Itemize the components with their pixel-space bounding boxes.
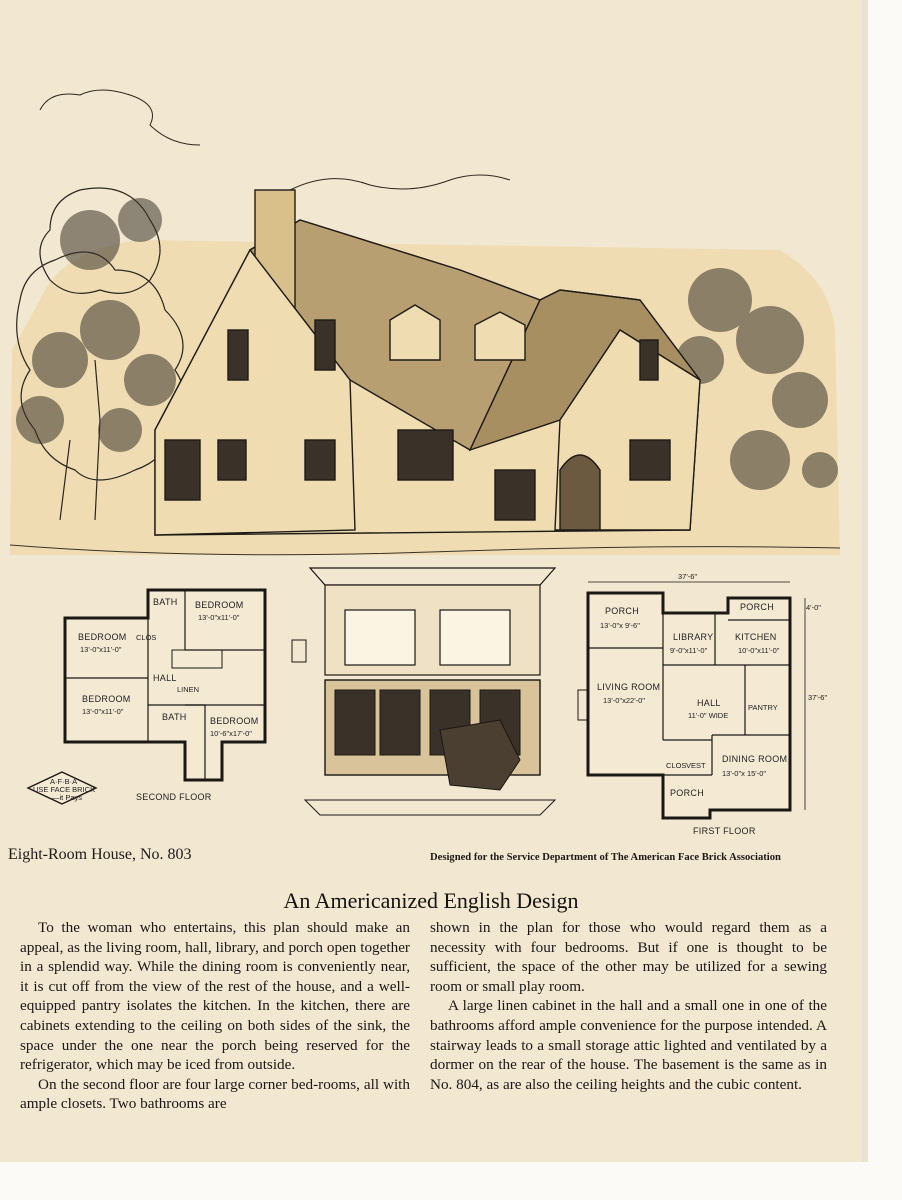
ff-room-7: DINING ROOM [722, 754, 788, 764]
badge-line1: A·F·B·A [50, 777, 78, 786]
ff-closet-label: CLOS [666, 761, 687, 770]
sf-room-4: BEDROOM [82, 694, 131, 704]
paragraph: shown in the plan for those who would regard them as a necessity with four bedrooms. But if one is thought to be sufficient, the space of the other may be utilized for a sewing room or small play room. [430, 919, 827, 995]
sf-room-3: HALL [153, 673, 177, 683]
sf-room-1: BEDROOM [195, 600, 244, 610]
ff-room-8: PORCH [670, 788, 705, 798]
ff-room-7-size: 13'-0"x 15'-0" [722, 769, 767, 778]
ff-room-0: PORCH [605, 606, 640, 616]
designer-credit: Designed for the Service Department of The American Face Brick Association [430, 852, 781, 863]
ff-room-1: LIBRARY [673, 632, 714, 642]
sf-room-7: BEDROOM [210, 716, 259, 726]
sf-closet-label: CLOS [136, 633, 157, 642]
second-floor-title: SECOND FLOOR [136, 792, 212, 802]
ff-room-5: HALL [697, 698, 721, 708]
ff-room-3-size: 10'-0"x11'-0" [738, 646, 780, 655]
ff-room-4-size: 13'-0"x22'-0" [603, 696, 645, 705]
ff-vest-label: VEST [686, 761, 706, 770]
sf-room-1-size: 13'-0"x11'-0" [198, 613, 240, 622]
paragraph: A large linen cabinet in the hall and a small one in one of the bathrooms afford ample convenience for the purpose intended. A stairway leads to a small storage attic lighted and ventilated by a dormer on the rear of the house. The basement is the same as in No. 804, as are also the ceiling heights and the cubic content. [430, 997, 827, 1093]
ff-room-2: PORCH [740, 602, 775, 612]
paragraph: To the woman who entertains, this plan should make an appeal, as the living room, hall, library, and porch open together in a splendid way. While the dining room is conveniently near, it is cut off from the view of the rest of the house, and a well-equipped pantry isolates the kitchen. In the kitchen, there are cabinets extending to the ceiling on both sides of the sink, the space under the one near the porch being reserved for the refrigerator, which may be iced from outside. [20, 919, 410, 1074]
badge-line2: USE FACE BRICK [33, 785, 96, 794]
ff-room-6: PANTRY [748, 703, 778, 712]
page-headline: An Americanized English Design [283, 888, 579, 913]
ff-width-dim: 37'-6" [678, 572, 698, 581]
ff-room-5-size: 11'-0" WIDE [688, 711, 729, 720]
badge-line3: —it Pays [52, 793, 83, 802]
sf-room-2-size: 13'-0"x11'-0" [80, 645, 122, 654]
sf-room-5: LINEN [177, 685, 200, 694]
sf-room-2: BEDROOM [78, 632, 127, 642]
interior-sketch [292, 568, 555, 815]
body-column-right [430, 918, 827, 1094]
sf-room-0: BATH [153, 597, 178, 607]
ff-room-0-size: 13'-0"x 9'-6" [600, 621, 640, 630]
sf-room-4-size: 13'-0"x11'-0" [82, 707, 124, 716]
page-edge [862, 0, 868, 1162]
ff-depth-dim: 37'-6" [808, 693, 828, 702]
afba-badge [28, 772, 96, 804]
ff-room-1-size: 9'-0"x11'-0" [670, 646, 708, 655]
sf-room-7-size: 10'-6"x17'-0" [210, 729, 252, 738]
body-column-left [20, 918, 410, 1114]
ff-room-3: KITCHEN [735, 632, 777, 642]
paragraph: On the second floor are four large corner bed-rooms, all with ample closets. Two bathrooms are [20, 1075, 410, 1113]
sf-room-6: BATH [162, 712, 187, 722]
ff-room-4: LIVING ROOM [597, 682, 661, 692]
first-floor-title: FIRST FLOOR [693, 826, 756, 836]
house-title: Eight-Room House, No. 803 [8, 846, 192, 863]
ff-porch-dim: 4'-0" [806, 603, 821, 612]
